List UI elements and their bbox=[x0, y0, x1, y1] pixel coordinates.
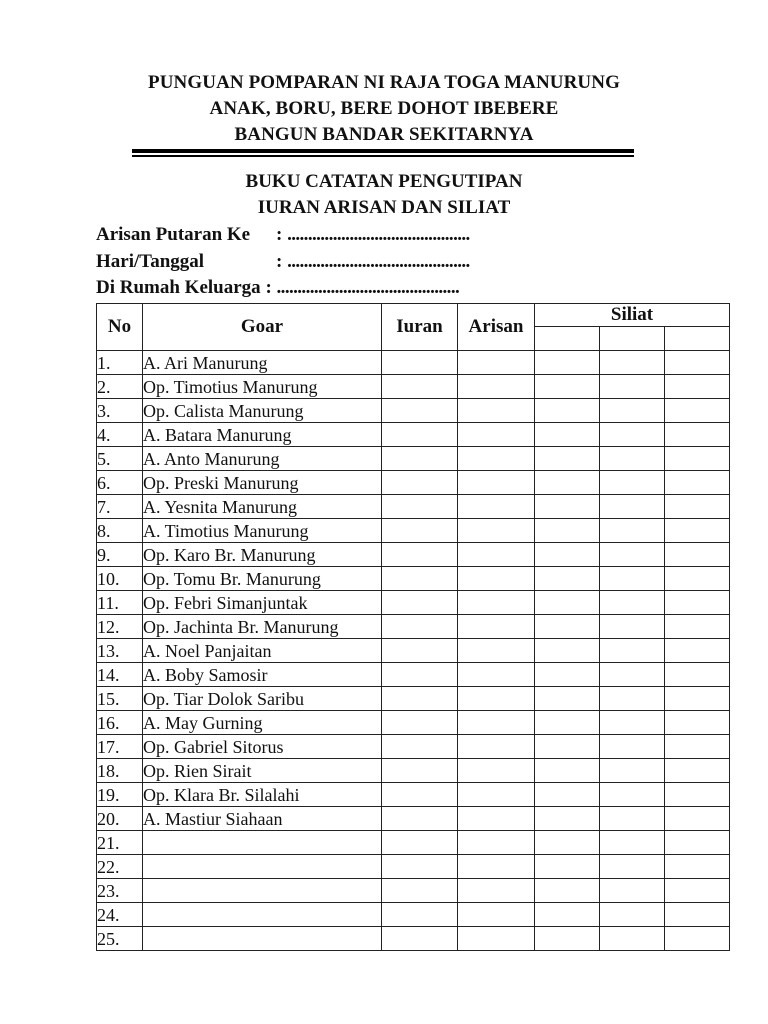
table-row bbox=[97, 447, 730, 471]
siliat-cell-2[interactable] bbox=[600, 687, 665, 711]
field-value[interactable]: ............................................ bbox=[287, 250, 470, 272]
member-name: A. Batara Manurung bbox=[143, 423, 382, 447]
iuran-cell[interactable] bbox=[382, 615, 458, 639]
member-name: Op. Rien Sirait bbox=[143, 759, 382, 783]
siliat-cell-3[interactable] bbox=[665, 903, 730, 927]
siliat-cell-3[interactable] bbox=[665, 567, 730, 591]
header-rule-thin bbox=[132, 155, 634, 157]
iuran-cell[interactable] bbox=[382, 351, 458, 375]
siliat-cell-3[interactable] bbox=[665, 711, 730, 735]
member-name: Op. Timotius Manurung bbox=[143, 375, 382, 399]
table-row bbox=[97, 879, 730, 903]
siliat-cell-2[interactable] bbox=[600, 591, 665, 615]
siliat-cell-3[interactable] bbox=[665, 399, 730, 423]
member-name: A. Boby Samosir bbox=[143, 663, 382, 687]
siliat-cell-1[interactable] bbox=[535, 831, 600, 855]
field-value[interactable]: ............................................ bbox=[276, 277, 460, 298]
siliat-cell-2[interactable] bbox=[600, 375, 665, 399]
arisan-cell[interactable] bbox=[458, 687, 535, 711]
siliat-cell-3[interactable] bbox=[665, 519, 730, 543]
arisan-cell[interactable] bbox=[458, 519, 535, 543]
row-number: 24. bbox=[97, 903, 143, 927]
siliat-cell-1[interactable] bbox=[535, 903, 600, 927]
iuran-cell[interactable] bbox=[382, 903, 458, 927]
siliat-cell-2[interactable] bbox=[600, 663, 665, 687]
siliat-cell-3[interactable] bbox=[665, 735, 730, 759]
siliat-cell-2[interactable] bbox=[600, 615, 665, 639]
siliat-cell-3[interactable] bbox=[665, 375, 730, 399]
row-number: 1. bbox=[97, 351, 143, 375]
member-name: A. Mastiur Siahaan bbox=[143, 807, 382, 831]
member-name: Op. Karo Br. Manurung bbox=[143, 543, 382, 567]
iuran-cell[interactable] bbox=[382, 543, 458, 567]
siliat-cell-1[interactable] bbox=[535, 471, 600, 495]
row-number: 9. bbox=[97, 543, 143, 567]
siliat-cell-2[interactable] bbox=[600, 471, 665, 495]
siliat-subheader-1 bbox=[535, 327, 600, 351]
iuran-cell[interactable] bbox=[382, 687, 458, 711]
field-separator: : bbox=[265, 277, 272, 298]
header-line-3: BANGUN BANDAR SEKITARNYA bbox=[234, 124, 534, 145]
table-row bbox=[97, 351, 730, 375]
member-name: A. Timotius Manurung bbox=[143, 519, 382, 543]
table-row bbox=[97, 855, 730, 879]
column-header-arisan: Arisan bbox=[458, 304, 535, 351]
siliat-cell-1[interactable] bbox=[535, 735, 600, 759]
siliat-cell-3[interactable] bbox=[665, 927, 730, 951]
table-row bbox=[97, 711, 730, 735]
siliat-cell-1[interactable] bbox=[535, 519, 600, 543]
member-name bbox=[143, 903, 382, 927]
siliat-cell-3[interactable] bbox=[665, 663, 730, 687]
arisan-cell[interactable] bbox=[458, 375, 535, 399]
column-header-siliat: Siliat bbox=[535, 304, 730, 327]
siliat-cell-2[interactable] bbox=[600, 735, 665, 759]
siliat-cell-1[interactable] bbox=[535, 351, 600, 375]
iuran-cell[interactable] bbox=[382, 783, 458, 807]
row-number: 16. bbox=[97, 711, 143, 735]
table-row bbox=[97, 375, 730, 399]
member-name: Op. Jachinta Br. Manurung bbox=[143, 615, 382, 639]
column-header-goar: Goar bbox=[143, 304, 382, 351]
header-line-1: PUNGUAN POMPARAN NI RAJA TOGA MANURUNG bbox=[148, 72, 620, 93]
siliat-cell-3[interactable] bbox=[665, 783, 730, 807]
field-separator: : bbox=[276, 224, 283, 245]
iuran-cell[interactable] bbox=[382, 591, 458, 615]
row-number: 20. bbox=[97, 807, 143, 831]
member-name: A. Ari Manurung bbox=[143, 351, 382, 375]
siliat-cell-3[interactable] bbox=[665, 471, 730, 495]
siliat-cell-2[interactable] bbox=[600, 903, 665, 927]
arisan-cell[interactable] bbox=[458, 567, 535, 591]
siliat-cell-2[interactable] bbox=[600, 447, 665, 471]
arisan-cell[interactable] bbox=[458, 903, 535, 927]
siliat-cell-2[interactable] bbox=[600, 567, 665, 591]
siliat-cell-1[interactable] bbox=[535, 567, 600, 591]
row-number: 14. bbox=[97, 663, 143, 687]
siliat-cell-2[interactable] bbox=[600, 783, 665, 807]
siliat-cell-2[interactable] bbox=[600, 519, 665, 543]
siliat-cell-1[interactable] bbox=[535, 879, 600, 903]
document-header bbox=[0, 70, 768, 148]
form-fields bbox=[96, 222, 470, 302]
header-rule-thick bbox=[132, 149, 634, 153]
member-name: Op. Febri Simanjuntak bbox=[143, 591, 382, 615]
iuran-cell[interactable] bbox=[382, 399, 458, 423]
siliat-cell-1[interactable] bbox=[535, 639, 600, 663]
table-row bbox=[97, 903, 730, 927]
siliat-cell-1[interactable] bbox=[535, 423, 600, 447]
siliat-cell-3[interactable] bbox=[665, 639, 730, 663]
siliat-cell-1[interactable] bbox=[535, 855, 600, 879]
iuran-cell[interactable] bbox=[382, 879, 458, 903]
siliat-cell-1[interactable] bbox=[535, 759, 600, 783]
member-name: A. Anto Manurung bbox=[143, 447, 382, 471]
field-value[interactable]: ............................................ bbox=[287, 224, 470, 245]
iuran-cell[interactable] bbox=[382, 519, 458, 543]
arisan-cell[interactable] bbox=[458, 423, 535, 447]
arisan-cell[interactable] bbox=[458, 663, 535, 687]
siliat-cell-1[interactable] bbox=[535, 807, 600, 831]
field-label: Hari/Tanggal bbox=[96, 250, 205, 272]
iuran-cell[interactable] bbox=[382, 927, 458, 951]
table-row bbox=[97, 927, 730, 951]
siliat-cell-2[interactable] bbox=[600, 711, 665, 735]
row-number: 15. bbox=[97, 687, 143, 711]
subtitle-line-1: BUKU CATATAN PENGUTIPAN bbox=[245, 171, 523, 192]
row-number: 10. bbox=[97, 567, 143, 591]
siliat-cell-1[interactable] bbox=[535, 591, 600, 615]
siliat-cell-2[interactable] bbox=[600, 423, 665, 447]
table-row bbox=[97, 759, 730, 783]
iuran-cell[interactable] bbox=[382, 471, 458, 495]
table-row bbox=[97, 687, 730, 711]
table-row bbox=[97, 807, 730, 831]
field-label: Arisan Putaran Ke bbox=[96, 224, 251, 245]
iuran-cell[interactable] bbox=[382, 639, 458, 663]
iuran-cell[interactable] bbox=[382, 663, 458, 687]
member-name: A. May Gurning bbox=[143, 711, 382, 735]
siliat-cell-3[interactable] bbox=[665, 495, 730, 519]
arisan-cell[interactable] bbox=[458, 927, 535, 951]
row-number: 25. bbox=[97, 927, 143, 951]
iuran-cell[interactable] bbox=[382, 375, 458, 399]
row-number: 7. bbox=[97, 495, 143, 519]
siliat-subheader-2 bbox=[600, 327, 665, 351]
siliat-cell-3[interactable] bbox=[665, 855, 730, 879]
siliat-cell-3[interactable] bbox=[665, 807, 730, 831]
siliat-cell-2[interactable] bbox=[600, 807, 665, 831]
siliat-cell-3[interactable] bbox=[665, 543, 730, 567]
siliat-cell-2[interactable] bbox=[600, 927, 665, 951]
siliat-cell-3[interactable] bbox=[665, 351, 730, 375]
siliat-cell-2[interactable] bbox=[600, 759, 665, 783]
iuran-cell[interactable] bbox=[382, 423, 458, 447]
field-arisan-putaran bbox=[96, 222, 470, 249]
arisan-cell[interactable] bbox=[458, 543, 535, 567]
payment-table bbox=[96, 303, 730, 951]
table-row bbox=[97, 471, 730, 495]
arisan-cell[interactable] bbox=[458, 831, 535, 855]
siliat-cell-2[interactable] bbox=[600, 351, 665, 375]
siliat-cell-3[interactable] bbox=[665, 879, 730, 903]
row-number: 5. bbox=[97, 447, 143, 471]
siliat-cell-1[interactable] bbox=[535, 711, 600, 735]
iuran-cell[interactable] bbox=[382, 711, 458, 735]
iuran-cell[interactable] bbox=[382, 807, 458, 831]
siliat-cell-3[interactable] bbox=[665, 447, 730, 471]
field-di-rumah-keluarga bbox=[96, 275, 470, 302]
iuran-cell[interactable] bbox=[382, 759, 458, 783]
siliat-cell-1[interactable] bbox=[535, 375, 600, 399]
table-body bbox=[97, 351, 730, 951]
siliat-cell-3[interactable] bbox=[665, 423, 730, 447]
table-row bbox=[97, 591, 730, 615]
siliat-cell-1[interactable] bbox=[535, 495, 600, 519]
member-name bbox=[143, 831, 382, 855]
member-name: A. Noel Panjaitan bbox=[143, 639, 382, 663]
siliat-cell-3[interactable] bbox=[665, 687, 730, 711]
member-name: A. Yesnita Manurung bbox=[143, 495, 382, 519]
arisan-cell[interactable] bbox=[458, 591, 535, 615]
table-row bbox=[97, 495, 730, 519]
table-row bbox=[97, 663, 730, 687]
arisan-cell[interactable] bbox=[458, 471, 535, 495]
siliat-cell-2[interactable] bbox=[600, 399, 665, 423]
member-name: Op. Gabriel Sitorus bbox=[143, 735, 382, 759]
table-row bbox=[97, 399, 730, 423]
member-name bbox=[143, 927, 382, 951]
siliat-cell-1[interactable] bbox=[535, 447, 600, 471]
siliat-cell-2[interactable] bbox=[600, 495, 665, 519]
member-name bbox=[143, 855, 382, 879]
row-number: 17. bbox=[97, 735, 143, 759]
arisan-cell[interactable] bbox=[458, 855, 535, 879]
siliat-cell-3[interactable] bbox=[665, 831, 730, 855]
member-name: Op. Tomu Br. Manurung bbox=[143, 567, 382, 591]
arisan-cell[interactable] bbox=[458, 735, 535, 759]
arisan-cell[interactable] bbox=[458, 783, 535, 807]
siliat-cell-1[interactable] bbox=[535, 783, 600, 807]
row-number: 6. bbox=[97, 471, 143, 495]
field-separator: : bbox=[276, 250, 283, 272]
document-subtitle bbox=[0, 169, 768, 221]
row-number: 23. bbox=[97, 879, 143, 903]
row-number: 13. bbox=[97, 639, 143, 663]
row-number: 21. bbox=[97, 831, 143, 855]
arisan-cell[interactable] bbox=[458, 615, 535, 639]
field-hari-tanggal bbox=[96, 249, 470, 276]
siliat-cell-2[interactable] bbox=[600, 639, 665, 663]
siliat-subheader-3 bbox=[665, 327, 730, 351]
table-row bbox=[97, 831, 730, 855]
table-row bbox=[97, 543, 730, 567]
arisan-cell[interactable] bbox=[458, 351, 535, 375]
table-row bbox=[97, 423, 730, 447]
row-number: 11. bbox=[97, 591, 143, 615]
iuran-cell[interactable] bbox=[382, 831, 458, 855]
row-number: 3. bbox=[97, 399, 143, 423]
row-number: 2. bbox=[97, 375, 143, 399]
row-number: 19. bbox=[97, 783, 143, 807]
iuran-cell[interactable] bbox=[382, 855, 458, 879]
siliat-cell-1[interactable] bbox=[535, 615, 600, 639]
member-name: Op. Klara Br. Silalahi bbox=[143, 783, 382, 807]
iuran-cell[interactable] bbox=[382, 567, 458, 591]
table-row bbox=[97, 639, 730, 663]
siliat-cell-3[interactable] bbox=[665, 615, 730, 639]
table-row bbox=[97, 567, 730, 591]
iuran-cell[interactable] bbox=[382, 447, 458, 471]
iuran-cell[interactable] bbox=[382, 495, 458, 519]
arisan-cell[interactable] bbox=[458, 807, 535, 831]
siliat-cell-3[interactable] bbox=[665, 591, 730, 615]
siliat-cell-1[interactable] bbox=[535, 927, 600, 951]
member-name: Op. Preski Manurung bbox=[143, 471, 382, 495]
member-name: Op. Tiar Dolok Saribu bbox=[143, 687, 382, 711]
table-row bbox=[97, 735, 730, 759]
subtitle-line-2: IURAN ARISAN DAN SILIAT bbox=[257, 197, 511, 218]
table-row bbox=[97, 783, 730, 807]
table-row bbox=[97, 519, 730, 543]
arisan-cell[interactable] bbox=[458, 447, 535, 471]
arisan-cell[interactable] bbox=[458, 711, 535, 735]
row-number: 18. bbox=[97, 759, 143, 783]
header-line-2: ANAK, BORU, BERE DOHOT IBEBERE bbox=[209, 98, 559, 119]
siliat-cell-1[interactable] bbox=[535, 663, 600, 687]
siliat-cell-2[interactable] bbox=[600, 831, 665, 855]
siliat-cell-2[interactable] bbox=[600, 543, 665, 567]
row-number: 12. bbox=[97, 615, 143, 639]
column-header-no: No bbox=[97, 304, 143, 351]
arisan-cell[interactable] bbox=[458, 879, 535, 903]
table-row bbox=[97, 615, 730, 639]
arisan-cell[interactable] bbox=[458, 399, 535, 423]
member-name bbox=[143, 879, 382, 903]
siliat-cell-1[interactable] bbox=[535, 543, 600, 567]
field-label: Di Rumah Keluarga bbox=[96, 277, 261, 298]
arisan-cell[interactable] bbox=[458, 495, 535, 519]
member-name: Op. Calista Manurung bbox=[143, 399, 382, 423]
row-number: 8. bbox=[97, 519, 143, 543]
column-header-iuran: Iuran bbox=[382, 304, 458, 351]
iuran-cell[interactable] bbox=[382, 735, 458, 759]
row-number: 4. bbox=[97, 423, 143, 447]
arisan-cell[interactable] bbox=[458, 759, 535, 783]
siliat-cell-3[interactable] bbox=[665, 759, 730, 783]
arisan-cell[interactable] bbox=[458, 639, 535, 663]
siliat-cell-2[interactable] bbox=[600, 855, 665, 879]
row-number: 22. bbox=[97, 855, 143, 879]
siliat-cell-2[interactable] bbox=[600, 879, 665, 903]
siliat-cell-1[interactable] bbox=[535, 399, 600, 423]
siliat-cell-1[interactable] bbox=[535, 687, 600, 711]
